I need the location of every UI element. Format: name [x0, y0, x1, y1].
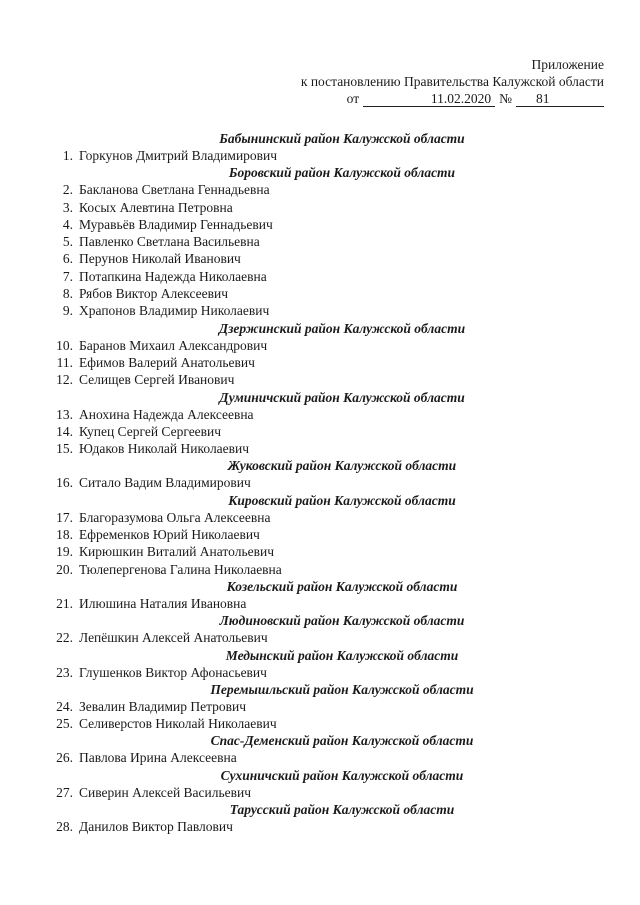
- list-item: [0, 440, 640, 457]
- item-number: 22.: [56, 630, 73, 646]
- appendix-title: Приложение: [531, 57, 604, 72]
- person-name: Муравьёв Владимир Геннадьевич: [79, 216, 273, 232]
- appendix-subtitle: к постановлению Правительства Калужской области: [300, 74, 604, 89]
- district-heading: Спас-Деменский район Калужской области: [210, 733, 474, 749]
- list-item: [0, 526, 640, 543]
- district-heading: Сухиничский район Калужской области: [220, 767, 464, 783]
- list-item: [0, 233, 640, 250]
- list-item: [0, 199, 640, 216]
- person-name: Тюлепергенова Галина Николаевна: [79, 561, 282, 577]
- item-number: 20.: [56, 561, 73, 577]
- item-number: 7.: [62, 268, 73, 284]
- list-item: [0, 818, 640, 835]
- item-number: 16.: [56, 475, 73, 491]
- person-name: Рябов Виктор Алексеевич: [79, 286, 229, 302]
- list-item: [0, 784, 640, 801]
- list-item: [0, 268, 640, 285]
- district-heading: Боровский район Калужской области: [228, 165, 456, 181]
- list-item: [0, 371, 640, 388]
- person-name: Благоразумова Ольга Алексеевна: [79, 509, 271, 525]
- from-label: от: [346, 91, 360, 106]
- district-heading: Кировский район Калужской области: [228, 492, 456, 508]
- item-number: 4.: [62, 216, 73, 232]
- item-number: 5.: [62, 234, 73, 250]
- item-number: 9.: [62, 303, 73, 319]
- list-item: [0, 302, 640, 319]
- person-name: Данилов Виктор Павлович: [79, 819, 233, 835]
- list-item: [0, 595, 640, 612]
- item-number: 14.: [56, 423, 73, 439]
- district-heading: Перемышльский район Калужской области: [210, 681, 474, 697]
- person-name: Ситало Вадим Владимирович: [79, 475, 251, 491]
- person-name: Илюшина Наталия Ивановна: [79, 595, 247, 611]
- person-name: Купец Сергей Сергеевич: [79, 423, 222, 439]
- person-name: Павленко Светлана Васильевна: [79, 234, 260, 250]
- list-item: [0, 354, 640, 371]
- person-name: Храпонов Владимир Николаевич: [79, 303, 270, 319]
- person-name: Павлова Ирина Алексеевна: [79, 750, 237, 766]
- item-number: 27.: [56, 784, 73, 800]
- appendix-header: [301, 56, 604, 107]
- person-name: Потапкина Надежда Николаевна: [79, 268, 267, 284]
- person-name: Юдаков Николай Николаевич: [79, 441, 250, 457]
- item-number: 11.: [56, 354, 73, 370]
- district-heading: Людиновский район Калужской области: [219, 613, 465, 629]
- person-name: Косых Алевтина Петровна: [79, 199, 233, 215]
- list-item: [0, 181, 640, 198]
- person-name: Селиверстов Николай Николаевич: [79, 716, 277, 732]
- item-number: 3.: [62, 199, 73, 215]
- item-number: 12.: [56, 372, 73, 388]
- district-heading: Думиничский район Калужской области: [219, 389, 465, 405]
- resolution-date-number: [347, 90, 604, 107]
- resolution-date: 11.02.2020: [363, 91, 495, 107]
- person-name: Ефимов Валерий Анатольевич: [79, 354, 255, 370]
- list-item: [0, 406, 640, 423]
- district-heading: Козельский район Калужской области: [226, 578, 458, 594]
- list-item: [0, 629, 640, 646]
- district-heading: Медынский район Калужской области: [225, 647, 459, 663]
- resolution-number: 81: [516, 91, 604, 107]
- item-number: 25.: [56, 716, 73, 732]
- list-item: [0, 147, 640, 164]
- person-name: Селищев Сергей Иванович: [79, 372, 235, 388]
- person-name: Зевалин Владимир Петрович: [79, 698, 247, 714]
- person-name: Ефременков Юрий Николаевич: [79, 527, 260, 543]
- item-number: 17.: [56, 509, 73, 525]
- person-name: Перунов Николай Иванович: [79, 251, 241, 267]
- item-number: 6.: [62, 251, 73, 267]
- person-name: Глушенков Виктор Афонасьевич: [79, 664, 267, 680]
- list-item: [0, 715, 640, 732]
- item-number: 21.: [56, 595, 73, 611]
- list-item: [0, 216, 640, 233]
- district-heading: Тарусский район Калужской области: [229, 802, 455, 818]
- list-item: [0, 543, 640, 560]
- item-number: 26.: [56, 750, 73, 766]
- list-item: [0, 285, 640, 302]
- item-number: 23.: [56, 664, 73, 680]
- number-sign: №: [499, 91, 512, 106]
- list-item: [0, 664, 640, 681]
- item-number: 15.: [56, 441, 73, 457]
- district-heading: Жуковский район Калужской области: [227, 458, 457, 474]
- list-item: [0, 509, 640, 526]
- list-item: [0, 423, 640, 440]
- person-name: Лепёшкин Алексей Анатольевич: [79, 630, 268, 646]
- person-name: Горкунов Дмитрий Владимирович: [79, 148, 278, 163]
- item-number: 1.: [62, 148, 73, 163]
- district-heading: Бабынинский район Калужской области: [219, 131, 465, 146]
- item-number: 10.: [56, 337, 73, 353]
- list-item: [0, 474, 640, 491]
- person-name: Бакланова Светлана Геннадьевна: [79, 182, 270, 198]
- list-item: [0, 698, 640, 715]
- list-item: [0, 561, 640, 578]
- item-number: 28.: [56, 819, 73, 835]
- person-name: Сиверин Алексей Васильевич: [79, 784, 252, 800]
- person-name: Баранов Михаил Александрович: [79, 337, 268, 353]
- list-item: [0, 749, 640, 766]
- person-name: Кирюшкин Виталий Анатольевич: [79, 544, 274, 560]
- item-number: 8.: [62, 286, 73, 302]
- item-number: 18.: [56, 527, 73, 543]
- item-number: 24.: [56, 698, 73, 714]
- item-number: 13.: [56, 406, 73, 422]
- list-item: [0, 250, 640, 267]
- item-number: 19.: [56, 544, 73, 560]
- list-item: [0, 337, 640, 354]
- person-name: Анохина Надежда Алексеевна: [79, 406, 254, 422]
- district-heading: Дзержинский район Калужской области: [218, 320, 466, 336]
- item-number: 2.: [62, 182, 73, 198]
- people-list: [0, 130, 640, 835]
